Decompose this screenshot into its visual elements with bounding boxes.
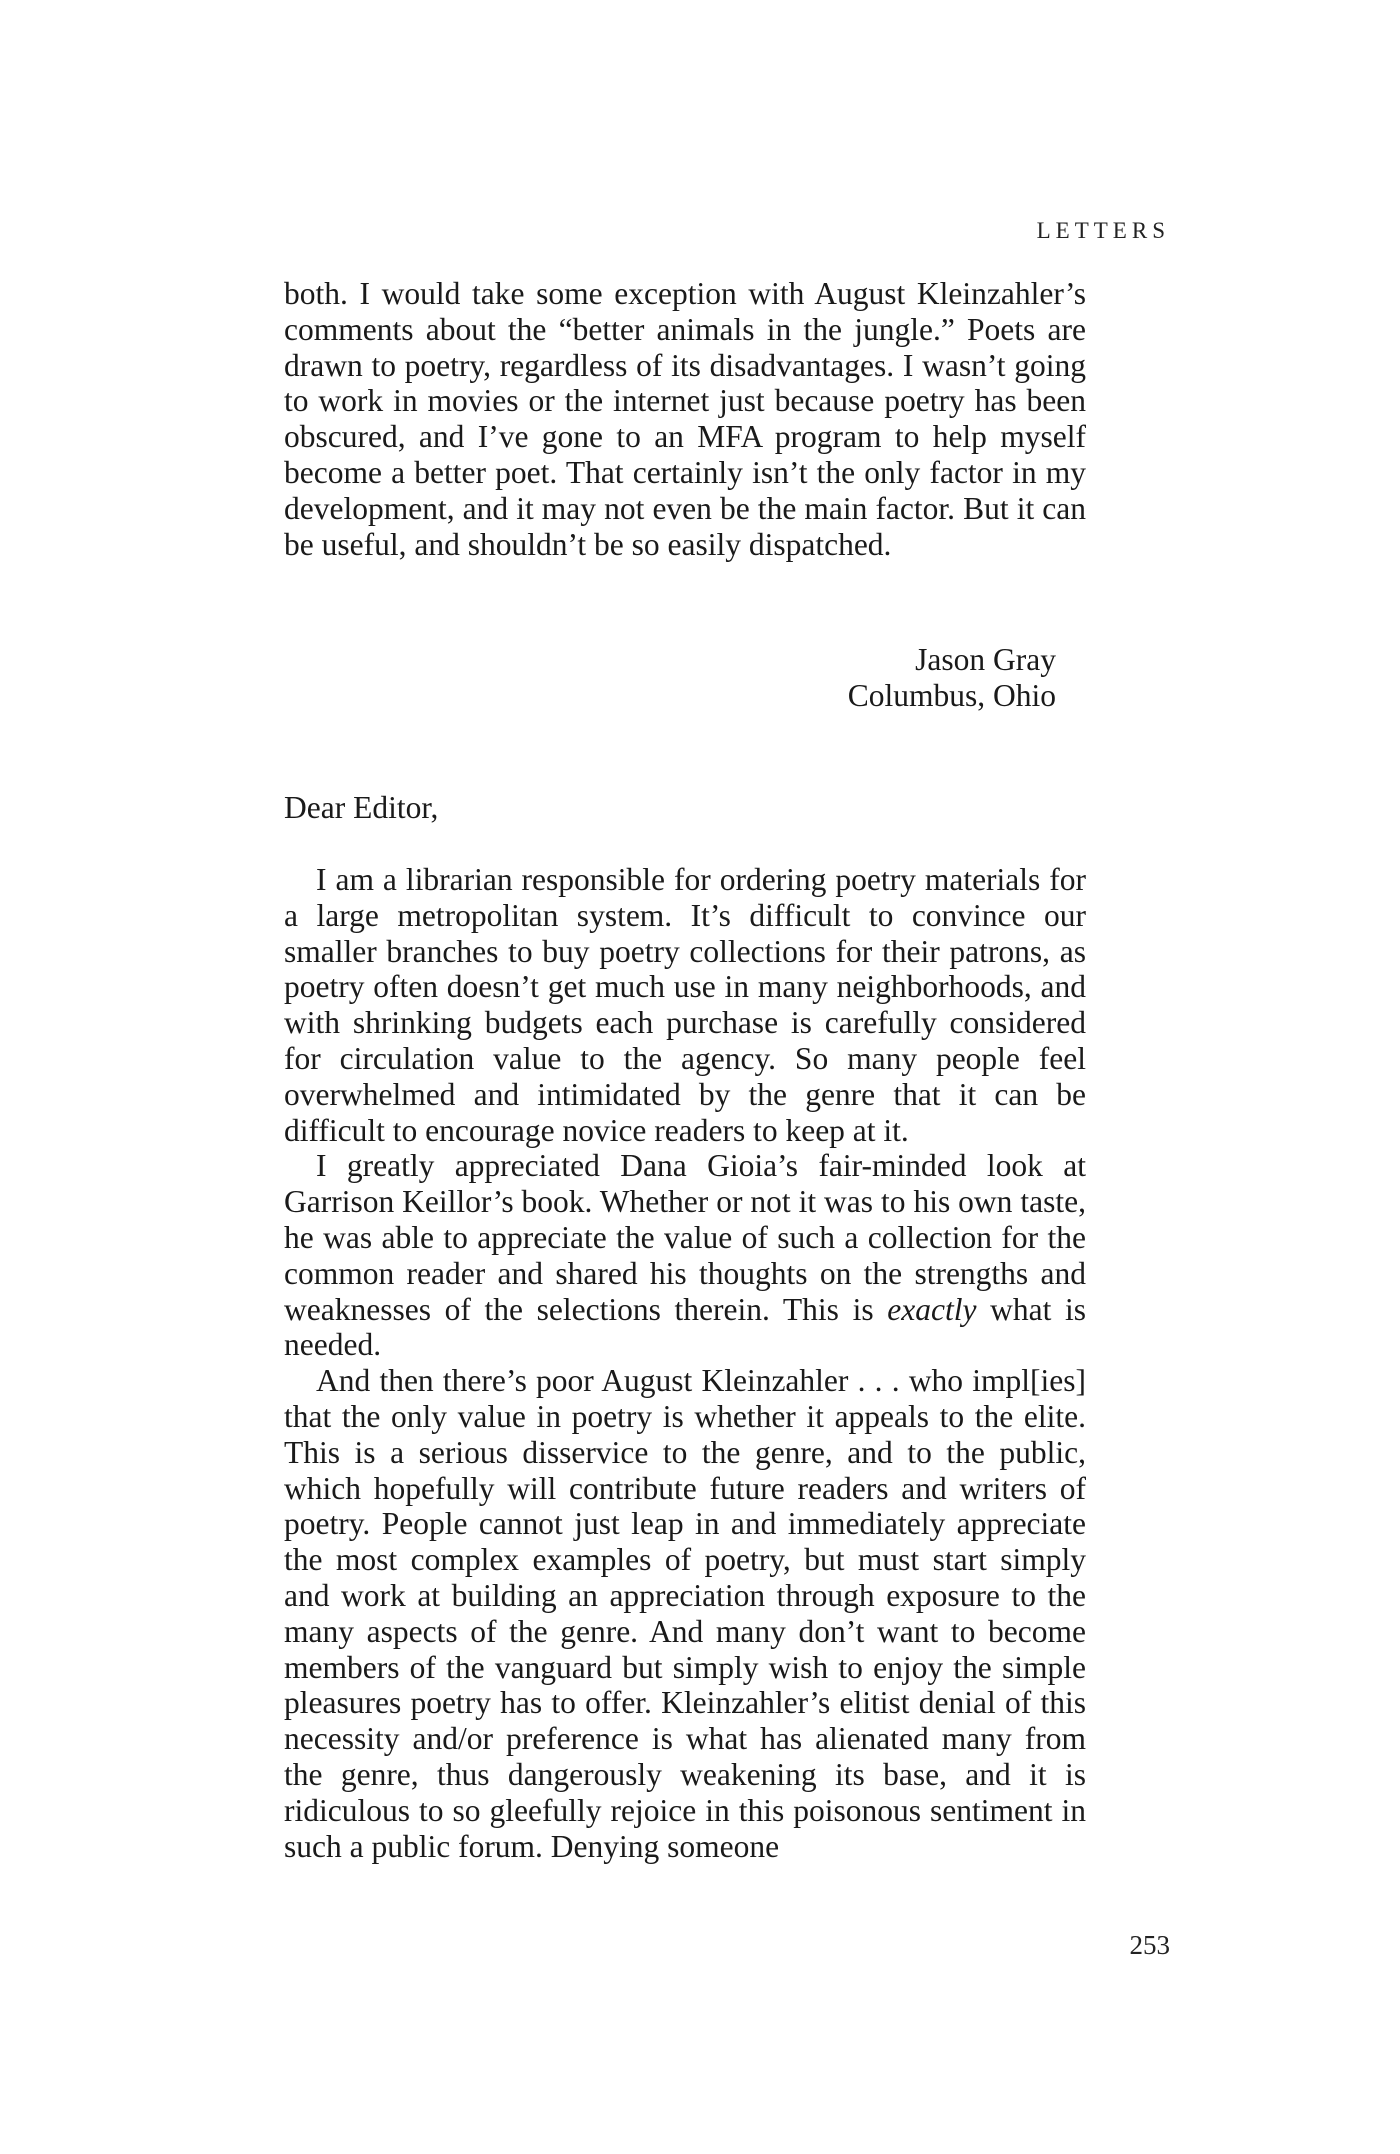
continued-letter-paragraph: both. I would take some exception with August Kleinzahler’s comments about the “better animals in the jungle.” Poets are drawn to poetry, regardless of its disadvantages. I wasn’t going to work in movies or the internet just because poetry has been obscured, and I’ve gone to an MFA program to help myself become a better poet. That certainly isn’t the only factor in my development, and it may not even be the main factor. But it can be useful, and shouldn’t be so easily dispatched.	[284, 276, 1086, 562]
letter-body	[284, 862, 1086, 1864]
running-head: LETTERS	[1036, 218, 1170, 243]
page-number: 253	[1129, 1930, 1170, 1960]
letter-paragraph-2-end: what is needed.	[284, 1291, 1086, 1363]
salutation: Dear Editor,	[284, 790, 439, 825]
letter-paragraph-1: I am a librarian responsible for ordering poetry materials for a large metropolitan system. It’s difficult to convince our smaller branches to buy poetry collections for their patrons, as poetry often doesn’t get much use in many neighborhoods, and with shrinking budgets each purchase is carefully considered for circulation value to the agency. So many people feel overwhelmed and intimidated by the genre that it can be difficult to encourage novice readers to keep at it.	[284, 862, 1086, 1148]
signature-place: Columbus, Ohio	[847, 678, 1056, 713]
continued-letter	[284, 276, 1086, 562]
letter-signature	[848, 642, 1056, 714]
signature-name: Jason Gray	[915, 642, 1056, 677]
letter-paragraph-3: And then there’s poor August Kleinzahler . . . who impl[ies] that the only value in poetry is whether it appeals to the elite. This is a serious disservice to the genre, and to the public, which hopefully will contribute future readers and writers of poetry. People cannot just leap in and immediately appreciate the most complex examples of poetry, but must start simply and work at building an appreciation through exposure to the many aspects of the genre. And many don’t want to become members of the vanguard but simply wish to enjoy the simple pleasures poetry has to offer. Kleinzahler’s elitist denial of this necessity and/or preference is what has alienated many from the genre, thus dangerously weakening its base, and it is ridiculous to so gleefully rejoice in this poisonous sentiment in such a public forum. Denying someone	[284, 1363, 1086, 1864]
letter-paragraph-2	[284, 1148, 1086, 1363]
letter-paragraph-2-text: I greatly appreciated Dana Gioia’s fair-minded look at Garrison Keillor’s book. Whether or not it was to his own taste, he was able to appreciate the value of such a collection for the common reader and shared his thoughts on the strengths and weaknesses of the selections therein. This is	[284, 1148, 1086, 1327]
emphasis-exactly: exactly	[887, 1291, 977, 1327]
